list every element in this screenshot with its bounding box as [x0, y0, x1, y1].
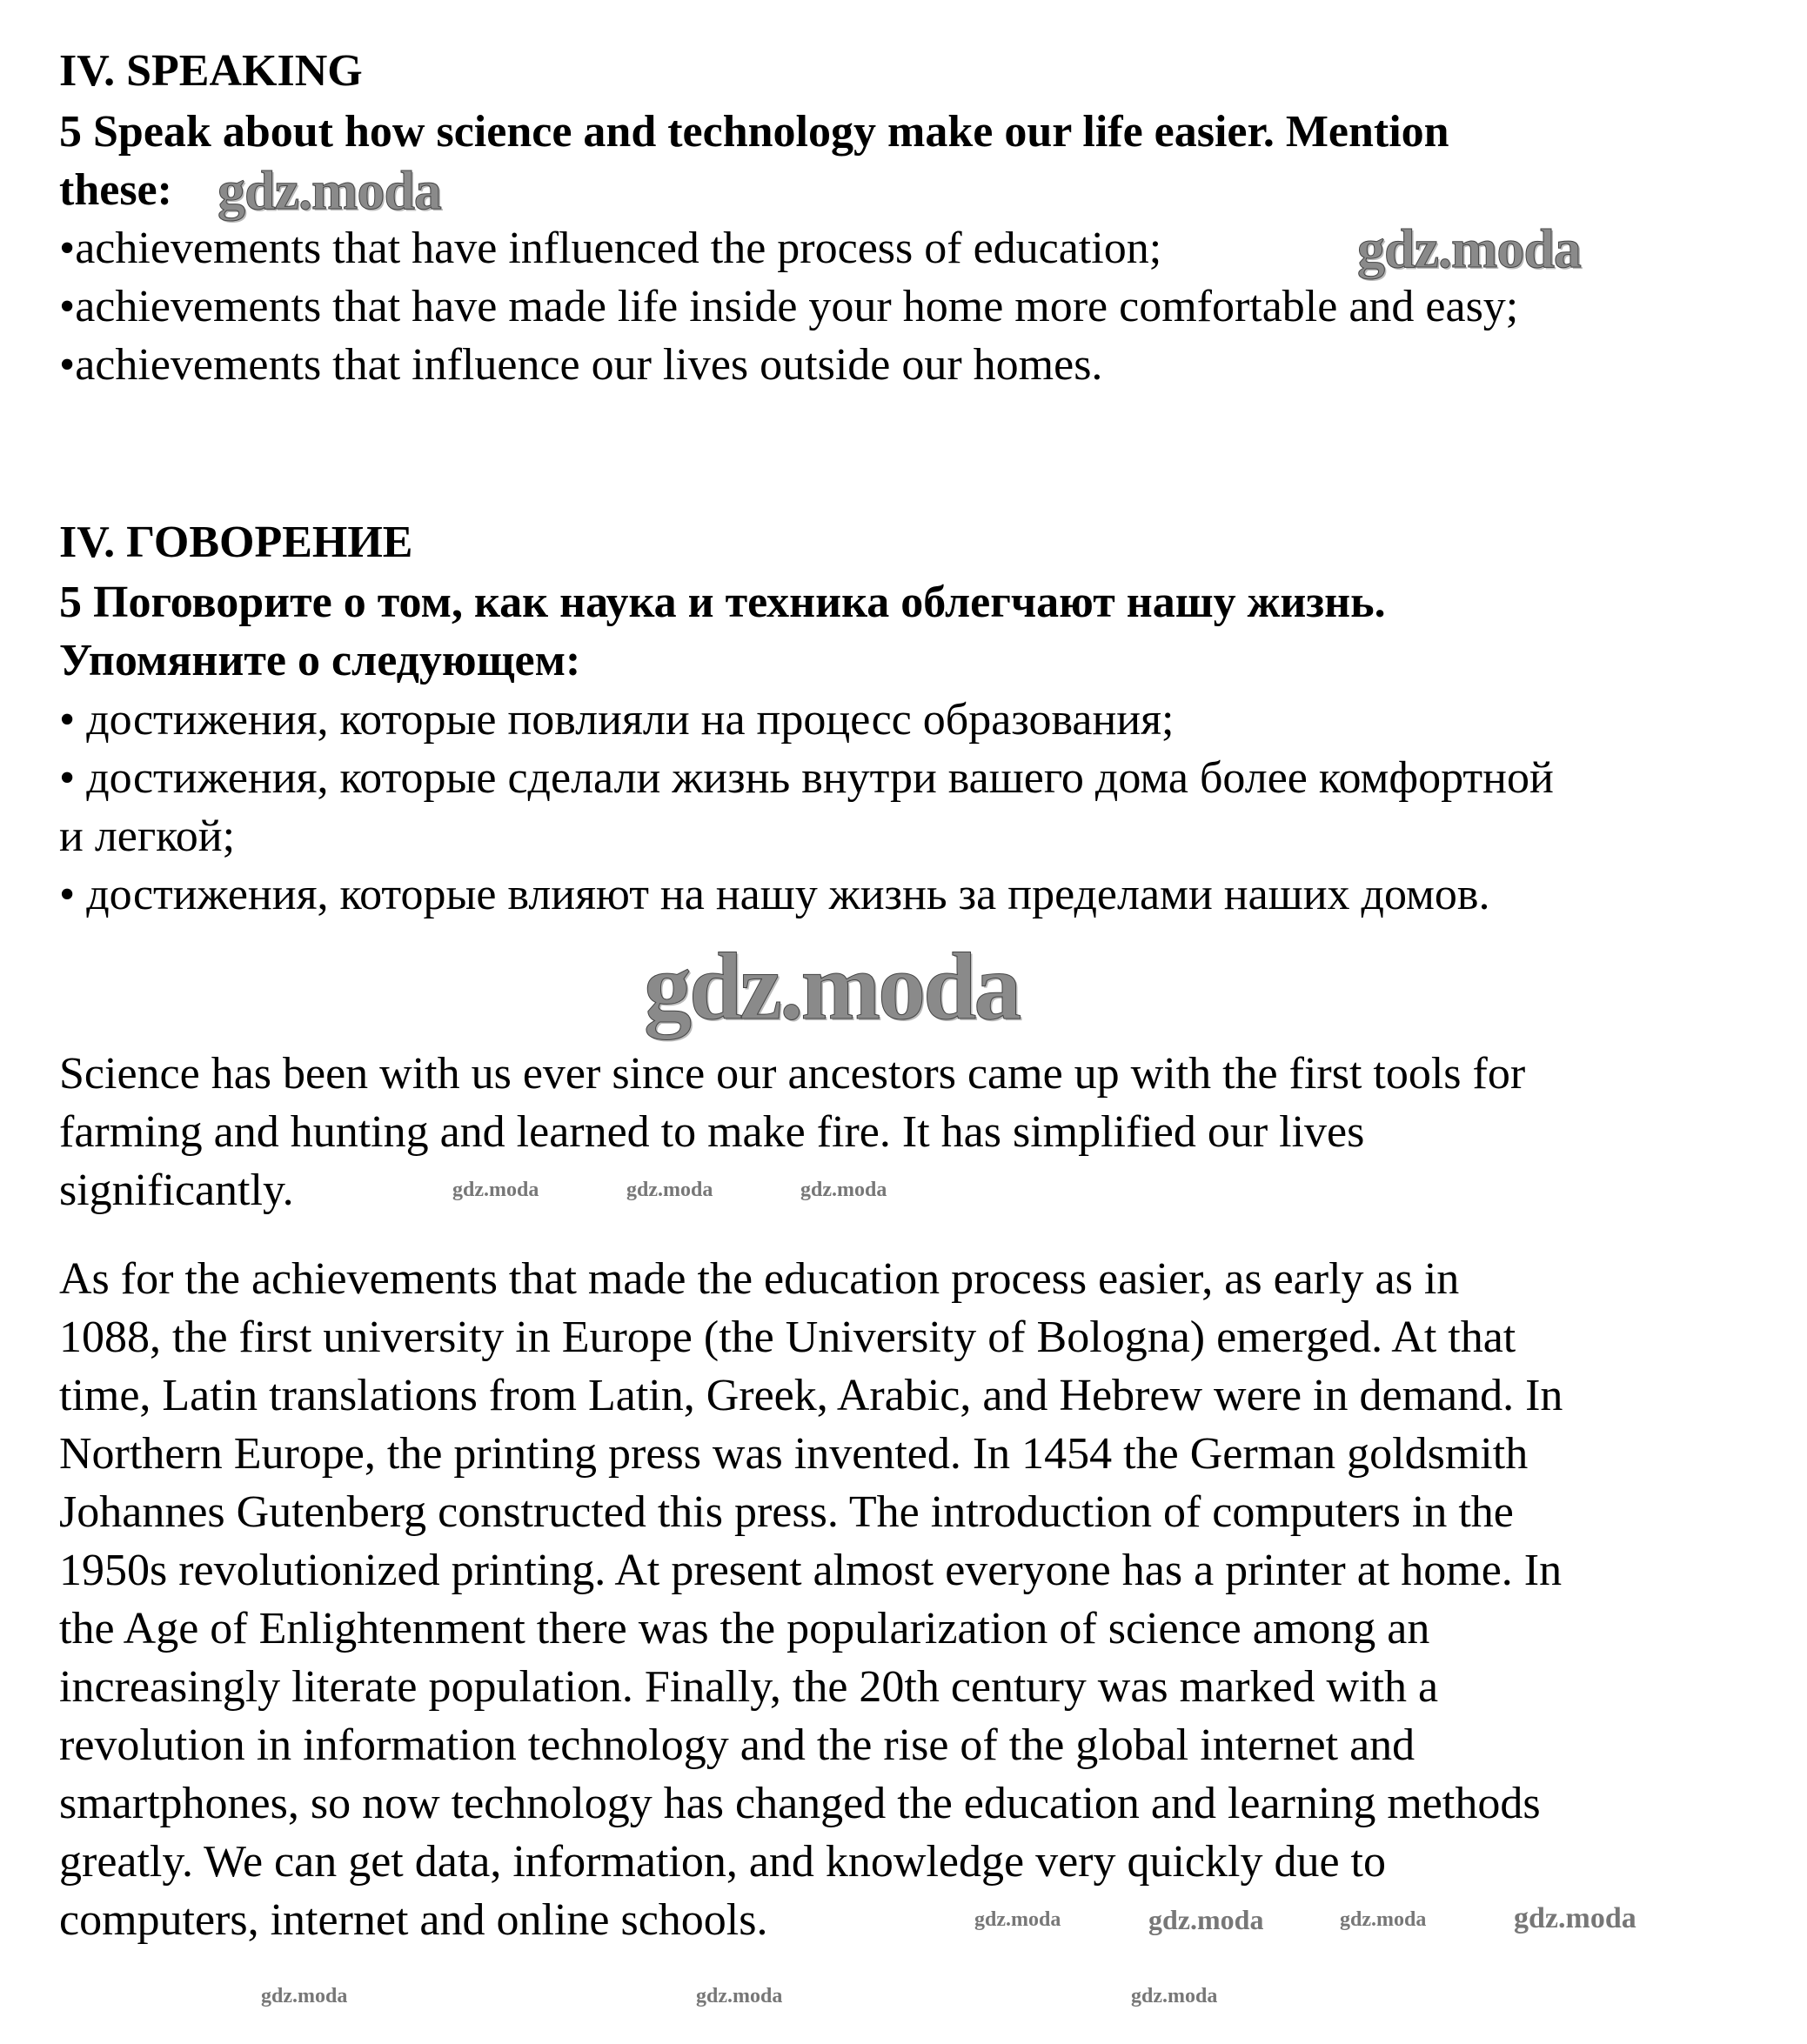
bullet-item: • достижения, которые повлияли на процесс образования;	[59, 695, 1175, 745]
paragraph-line: increasingly literate population. Finally, the 20th century was marked with a	[59, 1662, 1439, 1712]
watermark: gdz.moda	[696, 1985, 783, 2007]
watermark: gdz.moda	[218, 159, 441, 221]
paragraph-line: As for the achievements that made the education process easier, as early as in	[59, 1254, 1460, 1304]
paragraph-line: 1950s revolutionized printing. At present almost everyone has a printer at home. In	[59, 1546, 1563, 1595]
paragraph-line: Johannes Gutenberg constructed this press. The introduction of computers in the	[59, 1487, 1514, 1537]
task-instruction: 5 Speak about how science and technology make our life easier. Mention	[59, 107, 1449, 157]
paragraph-line: 1088, the first university in Europe (the University of Bologna) emerged. At that	[59, 1313, 1516, 1362]
watermark: gdz.moda	[261, 1985, 348, 2007]
bullet-item: •achievements that influence our lives outside our homes.	[59, 340, 1103, 390]
watermark: gdz.moda	[1340, 1908, 1427, 1931]
bullet-item: и легкой;	[59, 812, 236, 861]
bullet-item: • достижения, которые влияют на нашу жизнь за пределами наших домов.	[59, 870, 1490, 919]
paragraph-line: farming and hunting and learned to make fire. It has simplified our lives	[59, 1107, 1365, 1157]
watermark: gdz.moda	[626, 1179, 713, 1201]
bullet-item: • достижения, которые сделали жизнь внутри вашего дома более комфортной	[59, 753, 1554, 803]
watermark: gdz.moda	[1514, 1902, 1636, 1934]
task-instruction: these:	[59, 165, 172, 215]
bullet-item: •achievements that have influenced the process of education;	[59, 224, 1162, 273]
paragraph-line: revolution in information technology and the rise of the global internet and	[59, 1720, 1415, 1770]
watermark: gdz.moda	[800, 1179, 887, 1201]
watermark: gdz.moda	[1148, 1904, 1264, 1935]
paragraph-line: greatly. We can get data, information, and knowledge very quickly due to	[59, 1837, 1386, 1887]
paragraph-line: Science has been with us ever since our ancestors came up with the first tools for	[59, 1049, 1526, 1099]
section-heading: IV. SPEAKING	[59, 46, 363, 96]
task-instruction: 5 Поговорите о том, как наука и техника облегчают нашу жизнь.	[59, 578, 1386, 627]
paragraph-line: Northern Europe, the printing press was invented. In 1454 the German goldsmith	[59, 1429, 1529, 1479]
paragraph-line: smartphones, so now technology has changed the education and learning methods	[59, 1779, 1541, 1828]
watermark: gdz.moda	[974, 1908, 1061, 1931]
task-instruction: Упомяните о следующем:	[59, 636, 581, 685]
bullet-item: •achievements that have made life inside your home more comfortable and easy;	[59, 282, 1519, 331]
section-heading: IV. ГОВОРЕНИЕ	[59, 518, 413, 567]
paragraph-line: time, Latin translations from Latin, Greek, Arabic, and Hebrew were in demand. In	[59, 1371, 1563, 1420]
paragraph-line: computers, internet and online schools.	[59, 1895, 768, 1945]
paragraph-line: significantly.	[59, 1166, 294, 1215]
watermark: gdz.moda	[452, 1179, 539, 1201]
paragraph-line: the Age of Enlightenment there was the popularization of science among an	[59, 1604, 1430, 1653]
watermark: gdz.moda	[1131, 1985, 1218, 2007]
watermark: gdz.moda	[1357, 217, 1581, 279]
watermark: gdz.moda	[644, 933, 1020, 1039]
